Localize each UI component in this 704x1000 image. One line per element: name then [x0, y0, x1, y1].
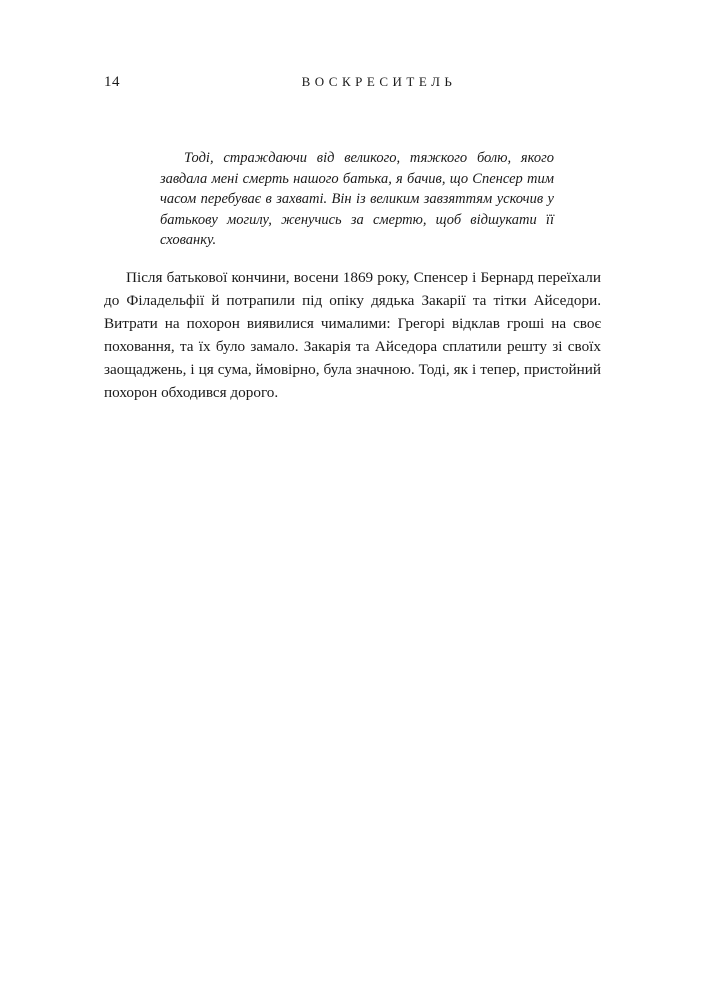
body-paragraph: Після батькової кончини, восени 1869 року, Спенсер і Бернард переїхали до Філадельфії й потрапили під опіку дядька Закарії та тітки Айседори. Витрати на похорон виявилися чималими: Грегорі відклав гроші на своє поховання, та їх було замало. Закарія та Айседора сплатили решту зі своїх заощаджень, і ця сума, ймовірно, була значною. Тоді, як і тепер, пристойний похорон обходився дорого.	[104, 269, 601, 401]
epigraph-text: Тоді, страждаючи від великого, тяжкого болю, якого завдала мені смерть нашого батька, я бачив, що Спенсер тим часом перебуває в захваті. Він із великим завзяттям ускочив у батькову могилу, женучись за смертю, щоб відшукати її схованку.	[160, 150, 554, 248]
running-title: ВОСКРЕСИТЕЛЬ	[301, 74, 457, 89]
epigraph-quote	[160, 148, 554, 251]
page-header	[104, 74, 594, 96]
page-number: 14	[104, 74, 120, 90]
